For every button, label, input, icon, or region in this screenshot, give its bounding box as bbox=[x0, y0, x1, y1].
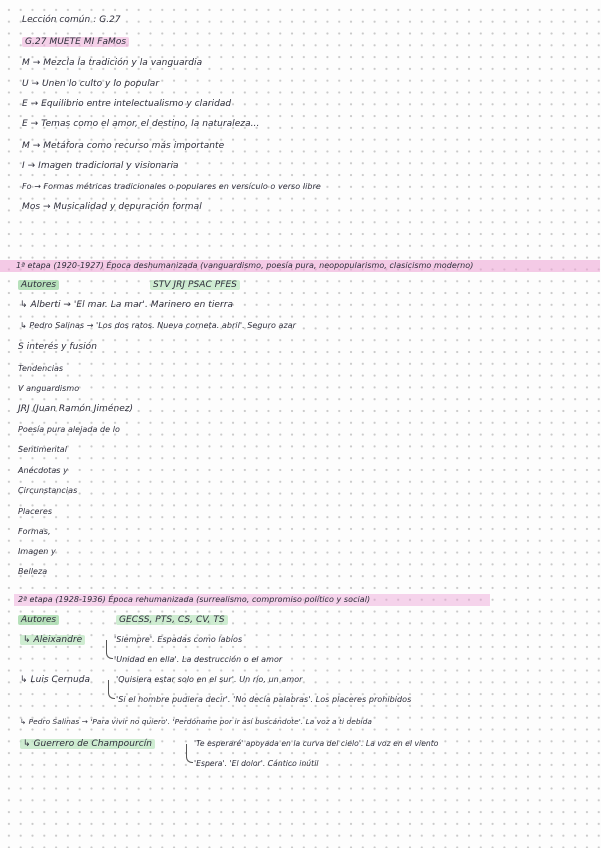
page-title: Lección común : G.27 bbox=[22, 15, 121, 25]
etapa1-work: ↳ Pedro Salinas → 'Los dos ratos. Nueva corneta. abril'. Seguro azar bbox=[20, 321, 296, 330]
etapa2-author: ↳ Guerrero de Champourcín bbox=[20, 738, 155, 750]
g27-item: Mos → Musicalidad y depuración formal bbox=[22, 202, 202, 212]
etapa2-author: ↳ Luis Cernuda bbox=[20, 675, 91, 685]
etapa1-concept: Sentimental bbox=[18, 445, 68, 454]
etapa1-concept: JRJ (Juan Ramón Jiménez) bbox=[18, 404, 134, 414]
etapa2-work: 'Unidad en ella'. La destrucción o el amor bbox=[114, 655, 283, 664]
etapa1-concept: Belleza bbox=[18, 567, 48, 576]
g27-item: E → Equilibrio entre intelectualismo y claridad bbox=[22, 99, 232, 109]
g27-item: I → Imagen tradicional y visionaria bbox=[22, 161, 179, 171]
etapa2-work: 'Si el hombre pudiera decir'. 'No decía palabras'. Los placeres prohibidos bbox=[116, 695, 412, 704]
g27-label: G.27 MUETE MI FaMos bbox=[22, 36, 129, 48]
etapa1-concept: V anguardismo bbox=[18, 384, 80, 393]
etapa2-work: 'Siempre'. Espadas como labios bbox=[114, 635, 243, 644]
etapa2-autores-label: Autores bbox=[18, 614, 59, 626]
etapa2-work: 'Te esperaré' apoyada en la curva del cielo'. La voz en el viento bbox=[194, 739, 439, 748]
etapa1-concept: Tendencias bbox=[18, 364, 64, 373]
brace-cernuda bbox=[108, 680, 115, 699]
g27-item: E → Temas como el amor, el destino, la naturaleza... bbox=[22, 119, 260, 129]
etapa2-work: 'Espera'. 'El dolor'. Cántico inútil bbox=[194, 759, 319, 768]
etapa1-concept: Anécdotas y bbox=[18, 466, 68, 475]
brace-aleixandre bbox=[106, 640, 113, 659]
etapa1-heading: 1ª etapa (1920-1927) Época deshumanizada (vanguardismo, poesía pura, neopopularismo, clasicismo moderno) bbox=[16, 261, 474, 270]
etapa2-work: 'Quisiera estar solo en el sur'. Un río, un amor bbox=[116, 675, 303, 684]
etapa1-work: ↳ Alberti → 'El mar. La mar'. Marinero en tierra bbox=[20, 300, 234, 310]
etapa1-concept: Formas, bbox=[18, 527, 51, 536]
etapa1-concept: Poesía pura alejada de lo bbox=[18, 425, 120, 434]
etapa1-autores-codes: STV JRJ PSAC PFES bbox=[150, 279, 240, 291]
etapa2-author: ↳ Aleixandre bbox=[20, 634, 85, 646]
etapa2-heading: 2ª etapa (1928-1936) Época rehumanizada (surrealismo, compromiso político y social) bbox=[18, 595, 371, 604]
g27-item: Fo → Formas métricas tradicionales o populares en versículo o verso libre bbox=[22, 182, 321, 191]
brace-champourcin bbox=[186, 744, 193, 763]
etapa1-concept: Circunstancias bbox=[18, 486, 78, 495]
etapa1-concept: S interés y fusión bbox=[18, 342, 97, 352]
g27-item: U → Unen lo culto y lo popular bbox=[22, 79, 160, 89]
etapa1-autores-label: Autores bbox=[18, 279, 59, 291]
etapa1-concept: Placeres bbox=[18, 507, 53, 516]
etapa2-author-line: ↳ Pedro Salinas → 'Para vivir no quiero'. 'Perdóname por ir así buscándote'. La voz a ti debida bbox=[20, 717, 372, 726]
etapa2-autores-codes: GECSS, PTS, CS, CV, TS bbox=[116, 614, 228, 626]
etapa1-concept: Imagen y bbox=[18, 547, 56, 556]
g27-item: M → Mezcla la tradición y la vanguardia bbox=[22, 58, 203, 68]
g27-item: M → Metáfora como recurso más importante bbox=[22, 141, 225, 151]
